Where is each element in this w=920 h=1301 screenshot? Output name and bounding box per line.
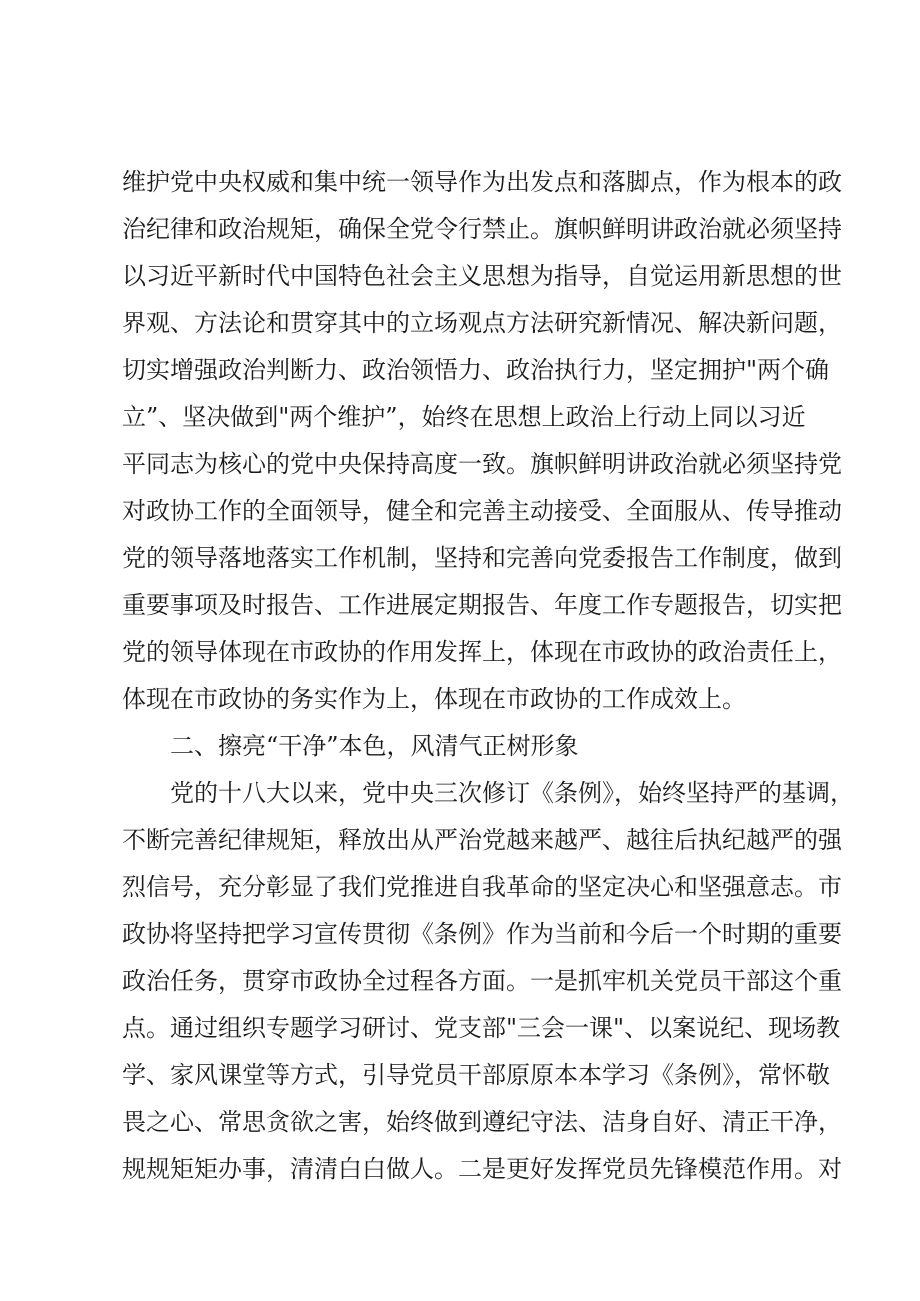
paragraph-line: 烈信号，充分彰显了我们党推进自我革命的坚定决心和坚强意志。市 (122, 873, 842, 901)
paragraph-line: 畏之心、常思贪欲之害，始终做到遵纪守法、洁身自好、清正干净， (122, 1108, 842, 1136)
paragraph-line: 政协将坚持把学习宣传贯彻《条例》作为当前和今后一个时期的重要 (122, 920, 842, 948)
paragraph-line: 党的领导体现在市政协的作用发挥上，体现在市政协的政治责任上， (122, 638, 842, 666)
paragraph-line: 不断完善纪律规矩，释放出从严治党越来越严、越往后执纪越严的强 (122, 826, 842, 854)
paragraph-line: 以习近平新时代中国特色社会主义思想为指导，自觉运用新思想的世 (122, 262, 842, 290)
paragraph-line: 维护党中央权威和集中统一领导作为出发点和落脚点，作为根本的政 (122, 168, 842, 196)
paragraph-line: 对政协工作的全面领导，健全和完善主动接受、全面服从、传导推动 (122, 497, 842, 525)
section-heading: 二、擦亮“干净”本色，风清气正树形象 (170, 732, 579, 760)
paragraph-line: 点。通过组织专题学习研讨、党支部"三会一课"、以案说纪、现场教 (122, 1014, 841, 1042)
paragraph-line: 体现在市政协的务实作为上，体现在市政协的工作成效上。 (122, 685, 746, 713)
paragraph-line: 规规矩矩办事，清清白白做人。二是更好发挥党员先锋模范作用。对 (122, 1155, 842, 1183)
paragraph-line: 学、家风课堂等方式，引导党员干部原原本本学习《条例》，常怀敬 (122, 1061, 830, 1089)
paragraph-line: 政治任务，贯穿市政协全过程各方面。一是抓牢机关党员干部这个重 (122, 967, 842, 995)
paragraph-line: 切实增强政治判断力、政治领悟力、政治执行力，坚定拥护"两个确 (122, 356, 830, 384)
paragraph-line: 界观、方法论和贯穿其中的立场观点方法研究新情况、解决新问题， (122, 309, 842, 337)
paragraph-line: 立”、坚决做到"两个维护”，始终在思想上政治上行动上同以习近 (122, 403, 806, 431)
paragraph-line: 治纪律和政治规矩，确保全党令行禁止。旗帜鲜明讲政治就必须坚持 (122, 215, 842, 243)
paragraph-line: 党的十八大以来，党中央三次修订《条例》，始终坚持严的基调， (170, 779, 854, 807)
paragraph-line: 平同志为核心的党中央保持高度一致。旗帜鲜明讲政治就必须坚持党 (122, 450, 842, 478)
paragraph-line: 党的领导落地落实工作机制，坚持和完善向党委报告工作制度，做到 (122, 544, 842, 572)
paragraph-line: 重要事项及时报告、工作进展定期报告、年度工作专题报告，切实把 (122, 591, 842, 619)
